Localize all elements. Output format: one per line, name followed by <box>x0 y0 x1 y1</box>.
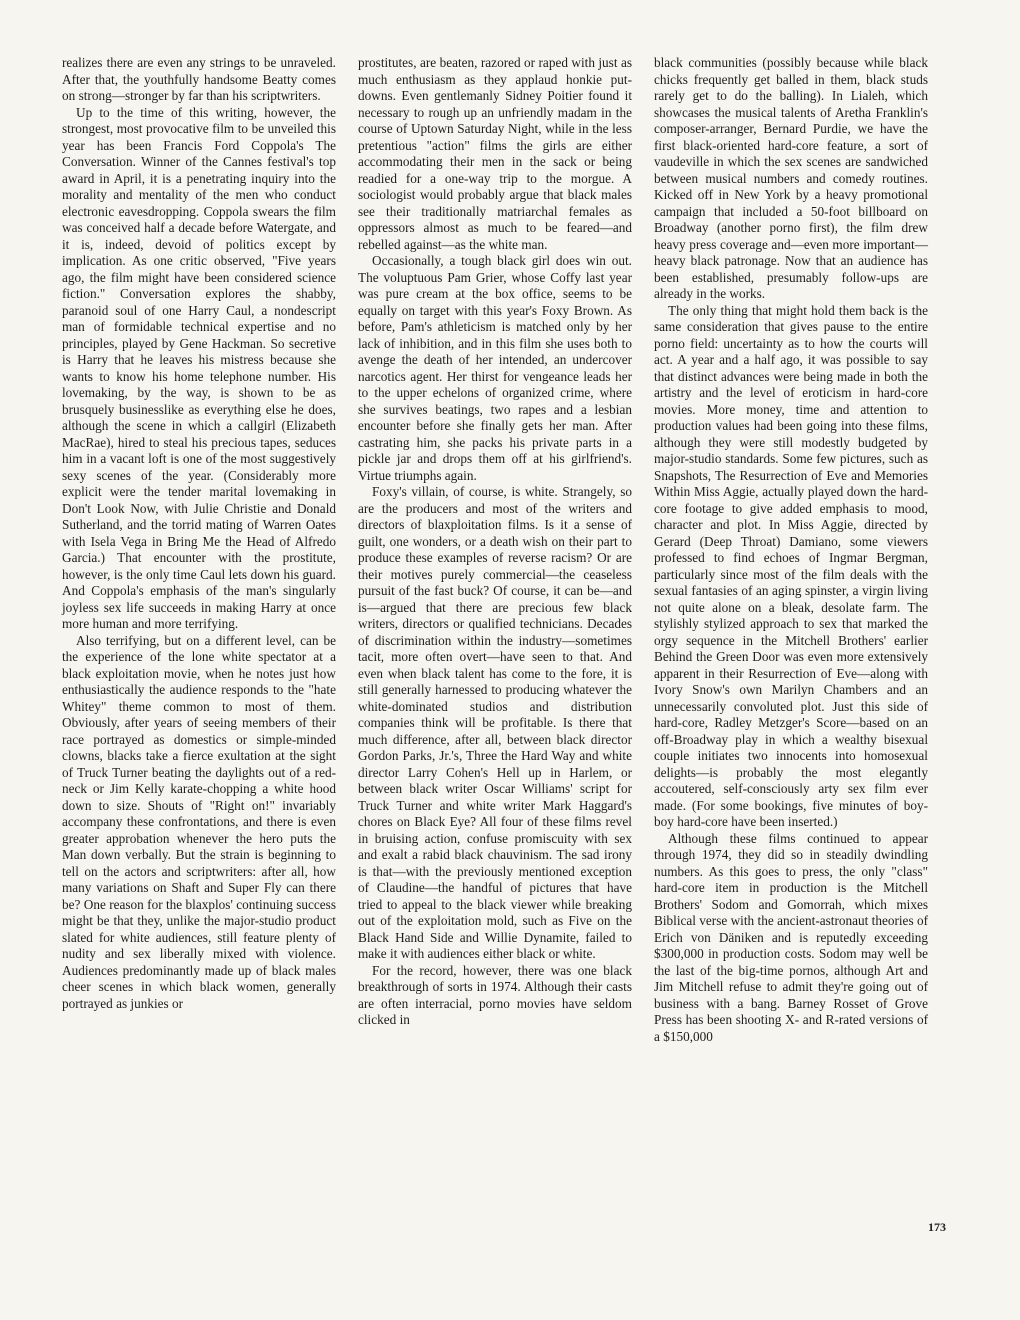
paragraph: Up to the time of this writing, however, the strongest, most provocative film to be unveiled this year has been Francis Ford Coppola's The Conversation. Winner of the Cannes festival's top award in April, it is a penetrating inquiry into the morality and mentality of the men who conduct electronic eavesdropping. Coppola swears the film was conceived half a decade before Watergate, and it is, indeed, devoid of politics except by implication. As one critic observed, "Five years ago, the film might have been considered science fiction." Conversation explores the shabby, paranoid soul of one Harry Caul, a nondescript man of formidable technical expertise and no principles, played by Gene Hackman. So secretive is Harry that he leaves his mistress because she wants to know his home telephone number. His lovemaking, by the way, is shown to be as brusquely businesslike as everything else he does, although the scene in which a callgirl (Elizabeth MacRae), hired to steal his precious tapes, seduces him in a vacant loft is one of the most suggestively sexy scenes of the year. (Considerably more explicit were the tender marital lovemaking in Don't Look Now, with Julie Christie and Donald Sutherland, and the torrid mating of Warren Oates with Isela Vega in Bring Me the Head of Alfredo Garcia.) That encounter with the prostitute, however, is the only time Caul lets down his guard. And Coppola's emphasis of the man's singularly joyless sex life succeeds in making Harry at once more human and more terrifying. <box>62 104 336 631</box>
paragraph: For the record, however, there was one black breakthrough of sorts in 1974. Although their casts are often interracial, porno movies have seldom clicked in <box>358 962 632 1027</box>
paragraph: Although these films continued to appear through 1974, they did so in steadily dwindling numbers. As this goes to press, the only "class" hard-core item in production is the Mitchell Brothers' Sodom and Gomorrah, which mixes Biblical verse with the ancient-astronaut theories of Erich von Däniken and is reputedly exceeding $300,000 in production costs. Sodom may well be the last of the big-time pornos, although Art and Jim Mitchell refuse to admit they're going out of business with a bang. Barney Rosset of Grove Press has been shooting X- and R-rated versions of a $150,000 <box>654 830 928 1044</box>
text-columns <box>62 55 928 1045</box>
page-number: 173 <box>928 1220 946 1234</box>
paragraph: black communities (possibly because while black chicks frequently get balled in them, black studs rarely get to do the balling). In Lialeh, which showcases the musical talents of Aretha Franklin's composer-arranger, Bernard Purdie, we have the first black-oriented hard-core feature, a sort of vaudeville in which the sex scenes are sandwiched between musical numbers and comedy routines. Kicked off in New York by a heavy promotional campaign that included a 50-foot billboard on Broadway (another porno first), the film drew heavy press coverage and—even more important—heavy black patronage. Now that an audience has been established, presumably follow-ups are already in the works. <box>654 55 928 301</box>
paragraph: The only thing that might hold them back is the same consideration that gives pause to the entire porno field: uncertainty as to how the courts will act. A year and a half ago, it was possible to say that distinct advances were being made in both the artistry and the level of eroticism in hard-core movies. More money, time and attention to production values had been going into these films, although they were still modestly budgeted by major-studio standards. Some few pictures, such as Snapshots, The Resurrection of Eve and Memories Within Miss Aggie, actually played down the hard-core footage to give added emphasis to mood, character and plot. In Miss Aggie, directed by Gerard (Deep Throat) Damiano, some viewers professed to find echoes of Ingmar Bergman, particularly since most of the film deals with the sexual fantasies of an aging spinster, a virgin living not quite alone on a bleak, desolate farm. The stylishly stylized approach to sex that marked the orgy sequence in the Mitchell Brothers' earlier Behind the Green Door was even more extensively apparent in their Resurrection of Eve—along with Ivory Snow's own Marilyn Chambers and an unnecessarily convoluted plot. Just this side of hard-core, Radley Metzger's Score—based on an off-Broadway play in which a wealthy bisexual couple initiates two innocents into homosexual delights—is probably the most elegantly accoutered, self-consciously arty sex film ever made. (For some bookings, five minutes of boy-boy hard-core have been inserted.) <box>654 302 928 829</box>
paragraph: Foxy's villain, of course, is white. Strangely, so are the producers and most of the writers and directors of blaxploitation films. Is it a sense of guilt, one wonders, or a death wish on their part to produce these examples of reverse racism? Or are their motives purely commercial—the ceaseless pursuit of the fast buck? Of course, it can be—and is—argued that there are precious few black writers, directors or qualified technicians. Decades of discrimination within the industry—sometimes tacit, more often overt—have seen to that. And even when black talent has come to the fore, it is still generally harnessed to producing whatever the white-dominated studios and distribution companies think will be profitable. Is there that much difference, after all, between black director Gordon Parks, Jr.'s, Three the Hard Way and white director Larry Cohen's Hell up in Harlem, or between black writer Oscar Williams' script for Truck Turner and white writer Mark Haggard's chores on Black Eye? All four of these films revel in bruising action, confuse promiscuity with sex and exalt a rabid black chauvinism. The sad irony is that—with the previously mentioned exception of Claudine—the handful of pictures that have tried to appeal to the black viewer while breaking out of the exploitation mold, such as Five on the Black Hand Side and Willie Dynamite, failed to make it with audiences either black or white. <box>358 484 632 961</box>
paragraph: realizes there are even any strings to be unraveled. After that, the youthfully handsome Beatty comes on strong—stronger by far than his scriptwriters. <box>62 55 336 103</box>
column-3 <box>654 55 928 1045</box>
column-1 <box>62 55 336 1045</box>
paragraph: Occasionally, a tough black girl does win out. The voluptuous Pam Grier, whose Coffy last year was pure cream at the box office, seems to be equally on target with this year's Foxy Brown. As before, Pam's athleticism is matched only by her lack of inhibition, and in this film she uses both to avenge the death of her intended, an undercover narcotics agent. Her thirst for vengeance leads her to the upper echelons of organized crime, where she survives beatings, two rapes and a lesbian encounter before she finally gets her man. After castrating him, she packs his private parts in a pickle jar and drops them off at his girlfriend's. Virtue triumphs again. <box>358 253 632 483</box>
paragraph: prostitutes, are beaten, razored or raped with just as much enthusiasm as they applaud honkie put-downs. Even gentlemanly Sidney Poitier found it necessary to rough up an unfriendly madam in the course of Uptown Saturday Night, while in the less pretentious "action" films the girls are either accommodating their men in the sack or being readied for a one-way trip to the morgue. A sociologist would probably argue that black males see their traditionally matriarchal females as oppressors almost as much to be feared—and rebelled against—as the white man. <box>358 55 632 252</box>
magazine-page <box>62 55 928 1235</box>
paragraph: Also terrifying, but on a different level, can be the experience of the lone white spectator at a black exploitation movie, when he notes just how enthusiastically the audience responds to the "hate Whitey" theme common to most of them. Obviously, after years of seeing members of their race portrayed as domestics or simple-minded clowns, blacks take a fierce exultation at the sight of Truck Turner beating the daylights out of a red-neck or Jim Kelly karate-chopping a white hood down to size. Shouts of "Right on!" invariably accompany these confrontations, and there is even greater approbation whenever the hero puts the Man down verbally. But the strain is beginning to tell on the actors and scriptwriters: after all, how many variations on Shaft and Super Fly can there be? One reason for the blaxplos' continuing success might be that they, unlike the major-studio product slated for white audiences, still feature plenty of nudity and sex liberally mixed with violence. Audiences predominantly made up of black males cheer scenes in which black women, generally portrayed as junkies or <box>62 632 336 1011</box>
column-2 <box>358 55 632 1045</box>
